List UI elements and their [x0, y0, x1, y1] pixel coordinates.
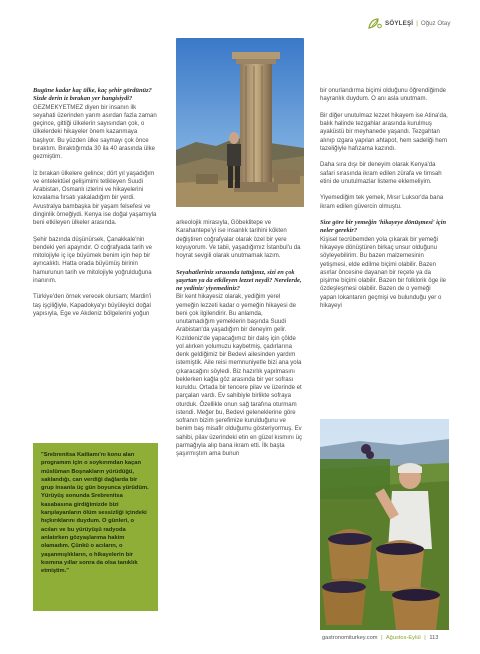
author-name: Oğuz Otay [420, 19, 451, 27]
paragraph: İz bırakan ülkelere gelince; dört yıl yaşadığım ve entelektüel gelişimimi tetikleyen Suudi Arabistan, Osmanlı izlerini ve hikayelerini kovalama fırsatı yakaladığım bir yerdi. Avustralya bambaşka bir yaşam felsefesi ve dinginlik örneğiydi. Kenya ise doğal yaşamıyla beni etkileyen ülkeler arasında. [33, 170, 157, 227]
paragraph: Bir kent hikayesiz olarak, yediğim yerel yemeğin lezzeti kadar o yemeğin hikayesi de beni çok ilgilendirir. Bu anlamda, unutamadığım yemeklerin başında Suudi Arabistan'da yaşadığım bir deneyim gelir. Kızıldeniz'de yapacağımız bir dalış için çölde yol alırken yolumuzu kaybetmiş, çadırlarına denk geldiğimiz bir Bedevi ailesinden yardım istemiştik. Aile reisi memnuniyetle bizi ana yola çıkaracağını söyledi. Biz hazırlık yapılmasını beklerken kağla göz arasında bir yer sofrası kuruldu. Ortada bir tencere pilav ve üzerinde et parçaları vardı. Ev sahibiyle birlikte sofraya oturduk. Özellikle onun sağ tarafına oturmam istendi. Meğer bu, Bedevi geleneklerine göre sofranın bizim şerefimize kurulduğunu ve benim baş misafir olduğumu gösteriyormuş. Ev sahibi, pilav üzerindeki etin en güzel kısmını üç parmağıyla alıp bana ikram etti. İlk başta şaşırmıştım ama bunun [176, 294, 303, 458]
paragraph: Türkiye'den örnek verecek olursam; Mardin'i taş işçiliğiyle, Kapadokya'yı büyüleyici doğal yapısıyla, Ege ve Akdeniz bölgelerini yoğun [33, 294, 152, 317]
question-heading: Seyahatleriniz sırasında tattığınız, sizi en çok şaşırtan ya da etkileyen lezzet neydi? Nerelerde, ne yediniz/ yiyemediniz? [176, 268, 302, 293]
footer-site: gastronomiturkey.com [322, 635, 378, 641]
paragraph: Daha sıra dışı bir deneyim olarak Kenya'da safari sırasında ikram edilen zürafa ve timsah etini de unutulmazlar listeme eklemeliyim. [320, 162, 442, 185]
page-header [368, 14, 470, 32]
text-column-1 [33, 87, 157, 327]
footer-separator: | [424, 635, 426, 641]
question-heading: Bugüne kadar kaç ülke, kaç şehir gördünüz? Sizde derin iz bırakan yer hangisiydi? [33, 87, 152, 103]
section-label: SÖYLEŞİ [385, 19, 414, 27]
footer-separator: | [381, 635, 383, 641]
page-number: 113 [429, 635, 439, 641]
paragraph: Şehir bazında düşünürsek, Çanakkale'nin bendeki yeri apayrıdır. O coğrafyada tarih ve mitolojiyle iç içe büyümek benim için hep bir ayrıcalıktı. Hatta orada büyümüş birinin hamurunun tarih ve mitolojiyle yoğrulduğuna inanırım. [33, 236, 152, 284]
text-column-2 [176, 219, 303, 467]
page-footer [322, 635, 452, 641]
photo-grape-harvest [320, 419, 449, 630]
leaf-logo-icon [368, 18, 382, 29]
paragraph: Bir diğer unutulmaz lezzet hikayem ise Atina'da, balık halinde tezgahlar arasında kurulmuş ayaküstü bir meyhanede yaşandı. Tezgahtan alınıp ızgara yapılan ahtapot, hem sadeliği hem tazeliğiyle hafızama kazındı. [320, 112, 448, 152]
paragraph: Yiyemediğim tek yemek, Mısır Luksor'da bana ikram edilen güvercin olmuştu. [320, 195, 444, 210]
pull-quote-box [33, 443, 158, 611]
pull-quote-text: "Srebrenitsa Katliamı'nı konu alan programım için o soykırımdan kaçan müslüman Boşnakların yürüdüğü, saklandığı, can verdiği dağlarda bir grup insanla üç gün boyunca yürüdüm. Yürüyüş sonunda Srebrenitsa kasabasına girdiğimizde bizi karşılayanların ölüm sessizliği içindeki hıçkırıklarını duydum. O günleri, o acıları ve bu yürüyüşü radyoda anlatırken gözyaşlarıma hakim olamadım. Çünkü o acıların, o yaşanmışlıkların, o hikayelerin bir kısmına yıllar sonra da olsa tanıklık etmiştim." [41, 452, 149, 575]
text-column-3 [320, 87, 448, 318]
question-heading: Size göre bir yemeğin 'hikayeye dönüşmesi' için neler gerekir? [320, 219, 447, 235]
paragraph: bir onurlandırma biçimi olduğunu öğrendiğimde hayranlık duydum. O anı asla unutmam. [320, 88, 447, 103]
footer-issue: Ağustos-Eylül [385, 635, 421, 641]
header-separator: | [416, 19, 418, 27]
paragraph: Kişisel tecrübemden yola çıkarak bir yemeği hikayeye dönüştüren birkaç unsur olduğunu söyleyebilirim. Bu bazen malzemesinin yetişmesi, elde edilme biçimi olabilir. Bazen asırlar öncesine dayanan bir reçete ya da pişirme biçimi olabilir. Bazen bir folklorik öge ile özdeşleşmesi olabilir. Bazen de o yemeği yapan lokantanın geçmişi ve bulunduğu yer o hikayeyi [320, 236, 447, 309]
paragraph: GEZMEKYETMEZ diyen bir insanın ilk seyahati üzerinden yarım asırdan fazla zaman geçince, gittiği ülkelerin sayısından çok, o ülkelerdeki hikayeler önem kazanmaya başlıyor. Bu yüzden ülke saymayı çok önce bıraktım. Bıraktığımda 30 ila 40 arasında ülke gezmiştim. [33, 104, 157, 161]
paragraph: arkeolojik mirasıyla, Göbeklitepe ve Karahantepe'yi ise insanlık tarihini kökten değiştiren coğrafyalar olarak özel bir yere koyuyorum. Ve tabii, yaşadığımız İstanbul'u da hoyrat sevgili olarak unutmamak lazım. [176, 220, 301, 259]
photo-ancient-column [176, 38, 304, 207]
